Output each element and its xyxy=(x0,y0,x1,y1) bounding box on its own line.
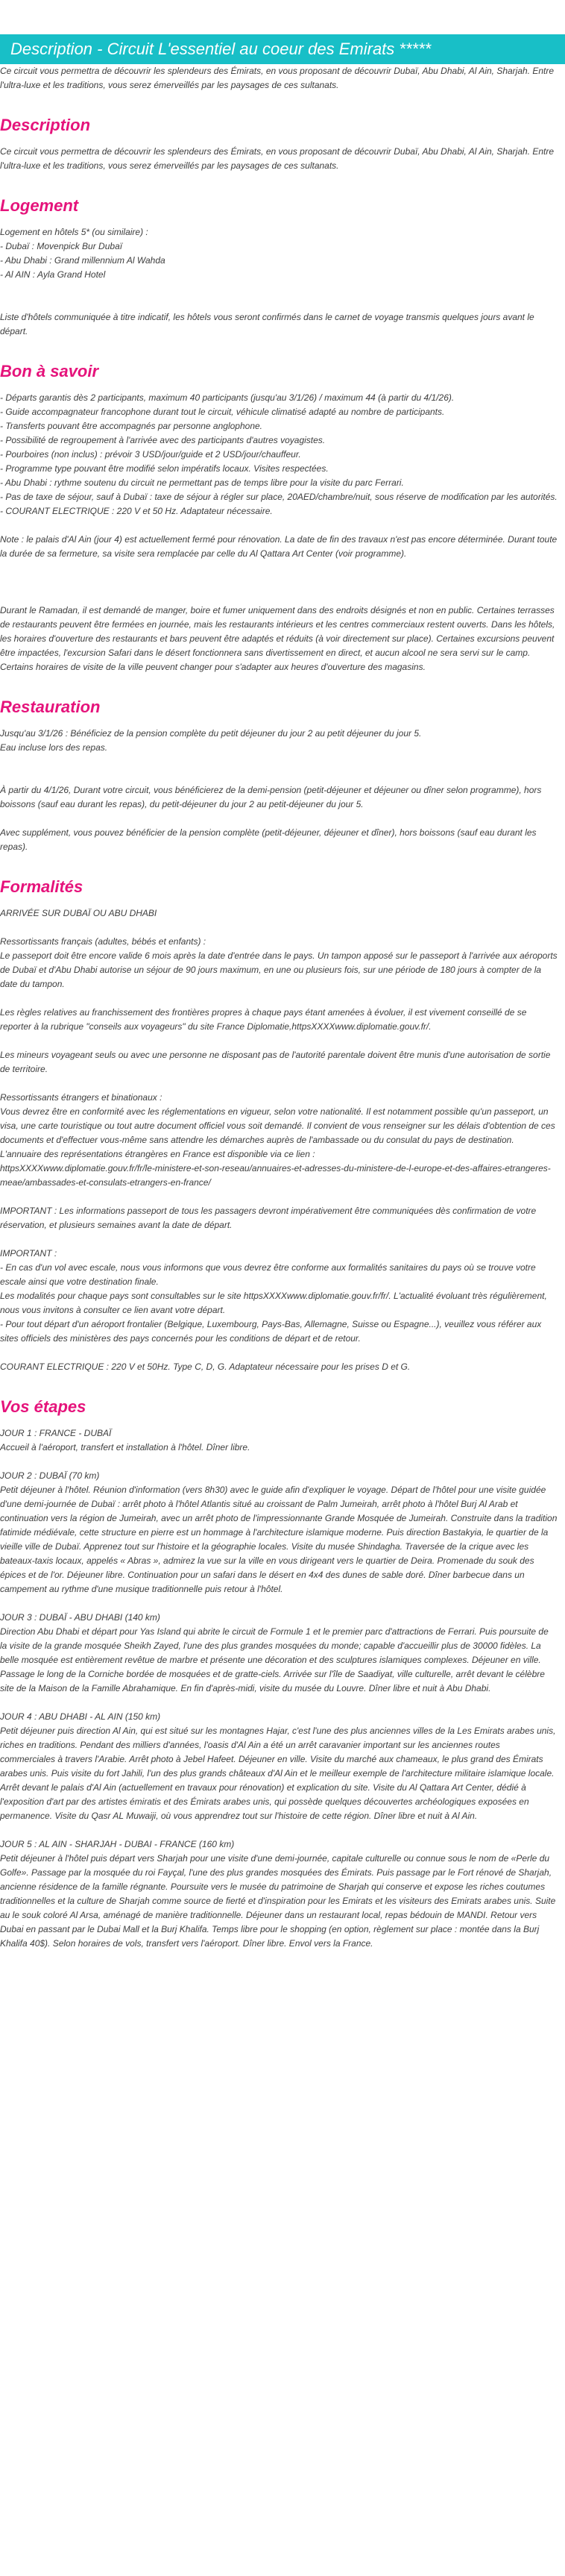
day-text: Petit déjeuner à l'hôtel. Réunion d'information (vers 8h30) avec le guide afin d'expliquer le voyage. Départ de l'hôtel pour une visite guidée d'une demi-journée de Dubaï : arrêt photo à l'hôtel Atlantis situé au croissant de Palm Jumeirah, arrêt photo à l'hôtel Burj Al Arab et continuation vers la région de Jumeirah, avec un arrêt photo de l'impressionnante Grande Mosquée de Jumeirah. Construite dans la tradition fatimide médiévale, cette structure en pierre est un hommage à l'architecture islamique moderne. Puis direction Bastakyia, le quartier de la vieille ville de Dubaï. Apprenez tout sur l'histoire et la géographie locales. Visite du musée Shindagha. Traversée de la crique avec les bateaux-taxis locaux, appelés « Abras », admirez la vue sur la ville en vous dirigeant vers le quartier de Deira. Promenade du souk des épices et de l'or. Déjeuner libre. Continuation pour un safari dans le désert en 4x4 des dunes de sable doré. Dîner barbecue dans un campement au rythme d'une musique traditionnelle puis retour à l'hôtel. xyxy=(0,1485,558,1594)
section-logement-heading: Logement xyxy=(0,196,79,215)
restauration-text: Avec supplément, vous pouvez bénéficier de la pension complète (petit-déjeuner, déjeuner et dîner), hors boissons (sauf eau durant les repas). xyxy=(0,827,537,852)
day-text: Petit déjeuner à l'hôtel puis départ vers Sharjah pour une visite d'une demi-journée, capitale culturelle ou connue sous le nom de «Perle du Golfe». Passage par la mosquée du roi Fayçal, l'une des plus grandes mosquées des Émirats. Puis passage par le Fort rénové de Sharjah, ancienne résidence de la famille régnante. Poursuite vers le musée du patrimoine de Sharjah qui conserve et expose les riches coutumes traditionnelles et la culture de Sharjah comme source de fierté et d'inspiration pour les Emirats et les visiteurs des Emirats arabes unis. Suite au le souk coloré Al Arsa, aménagé de manière traditionnelle. Déjeuner dans un restaurant local, repas bédouin de MANDI. Retour vers Dubai en passant par le Dubai Mall et la Burj Khalifa. Temps libre pour le shopping (en option, règlement sur place : montée dans la Burj Khalifa 40$). Selon horaires de vols, transfert vers l'aéroport. Dîner libre. Envol vers la France. xyxy=(0,1853,556,1949)
restauration-text: À partir du 4/1/26, Durant votre circuit, vous bénéficierez de la demi-pension (petit-déjeuner et déjeuner ou dîner selon programme), hors boissons (sauf eau durant les repas), du petit-déjeuner du jour 2 au petit-déjeuner du jour 5. xyxy=(0,785,542,809)
ramadan-note: Durant le Ramadan, il est demandé de manger, boire et fumer uniquement dans des endroits désignés et non en public. Certaines terrasses de restaurants peuvent être fermées en journée, mais les restaurants intérieurs et les centres commerciaux restent ouverts. Dans les hôtels, les horaires d'ouverture des restaurants et bars peuvent être adaptés et réduits (à voir directement sur place). Certaines excursions peuvent être impactées, l'excursion Safari dans le désert fonctionnera sans divertissement en direct, et aucun alcool ne sera servi sur le camp. Certains horaires de visite de la ville peuvent changer pour s'adapter aux heures d'ouverture des magasins. xyxy=(0,605,555,672)
day-title: JOUR 2 : DUBAÏ (70 km) xyxy=(0,1470,100,1481)
formalites-arrival: ARRIVÉE SUR DUBAÏ OU ABU DHABI xyxy=(0,908,157,918)
day-title: JOUR 3 : DUBAÏ - ABU DHABI (140 km) xyxy=(0,1612,160,1623)
logement-line: - Al AIN : Ayla Grand Hotel xyxy=(0,269,106,280)
section-description-heading: Description xyxy=(0,116,91,134)
formalites-important-line: Les modalités pour chaque pays sont consultables sur le site httpsXXXXwww.diplomatie.gouv.fr/fr/. L'actualité évoluant très régulièrement, nous vous invitons à consulter ce lien avant votre départ. xyxy=(0,1291,547,1315)
logement-note: Liste d'hôtels communiquée à titre indicatif, les hôtels vous seront confirmés dans le carnet de voyage transmis quelques jours avant le départ. xyxy=(0,312,534,336)
main-content xyxy=(0,64,565,1951)
formalites-rules: Les règles relatives au franchissement des frontières propres à chaque pays étant amenées à évoluer, il est vivement conseillé de se reporter à la rubrique "conseils aux voyageurs" du site France Diplomatie,httpsXXXXwww.diplomatie.gouv.fr/. xyxy=(0,1007,527,1032)
formalites-foreign-title: Ressortissants étrangers et binationaux : xyxy=(0,1092,162,1103)
formalites-important-line: - Pour tout départ d'un aéroport frontalier (Belgique, Luxembourg, Pays-Bas, Allemagne, Suisse ou Espagne...), veuillez vous référer aux sites officiels des ministères des pays concernés pour les conditions de départ et de retour. xyxy=(0,1319,542,1344)
description-text: Ce circuit vous permettra de découvrir les splendeurs des Émirats, en vous proposant de découvrir Dubaï, Abu Dhabi, Al Ain, Sharjah. Entre l'ultra-luxe et les traditions, vous serez émerveillés par les paysages de ces sultanats. xyxy=(0,146,555,171)
section-etapes-heading: Vos étapes xyxy=(0,1397,86,1416)
bon-a-savoir-line: - Guide accompagnateur francophone durant tout le circuit, véhicule climatisé adapté au nombre de participants. xyxy=(0,407,445,417)
day-title: JOUR 4 : ABU DHABI - AL AIN (150 km) xyxy=(0,1711,161,1722)
banner-title: Description - Circuit L'essentiel au coeur des Emirats ***** xyxy=(10,40,432,58)
bon-a-savoir-line: - Départs garantis dès 2 participants, maximum 40 participants (jusqu'au 3/1/26) / maximum 44 (à partir du 4/1/26). xyxy=(0,392,455,403)
section-restauration-heading: Restauration xyxy=(0,698,101,716)
formalites-directory: L'annuaire des représentations étrangères en France est disponible via ce lien : xyxy=(0,1149,315,1159)
formalites-current: COURANT ELECTRIQUE : 220 V et 50Hz. Type C, D, G. Adaptateur nécessaire pour les prises D et G. xyxy=(0,1361,411,1372)
bon-a-savoir-note: Note : le palais d'Al Ain (jour 4) est actuellement fermé pour rénovation. La date de fin des travaux n'est pas encore déterminée. Durant toute la durée de sa fermeture, sa visite sera remplacée par celle du Al Qattara Art Center (voir programme). xyxy=(0,534,558,559)
formalites-minors: Les mineurs voyageant seuls ou avec une personne ne disposant pas de l'autorité parentale doivent être munis d'une autorisation de sortie de territoire. xyxy=(0,1050,551,1074)
formalites-foreign-text: Vous devrez être en conformité avec les réglementations en vigueur, selon votre nationalité. Il est notamment possible qu'un passeport, un visa, une carte touristique ou tout autre document officiel vous soit demandé. Il convient de vous renseigner sur les délais d'obtention de ces documents et d'effectuer vous-même sans attendre les démarches auprès de l'ambassade ou du consulat du pays de destination. xyxy=(0,1106,555,1145)
formalites-important: IMPORTANT : Les informations passeport de tous les passagers devront impérativement être communiquées dès confirmation de votre réservation, et plusieurs semaines avant la date de départ. xyxy=(0,1206,537,1230)
restauration-text: Eau incluse lors des repas. xyxy=(0,742,108,753)
day-title: JOUR 5 : AL AIN - SHARJAH - DUBAI - FRANCE (160 km) xyxy=(0,1839,235,1849)
restauration-text: Jusqu'au 3/1/26 : Bénéficiez de la pension complète du petit déjeuner du jour 2 au petit déjeuner du jour 5. xyxy=(0,728,422,739)
intro-text: Ce circuit vous permettra de découvrir les splendeurs des Émirats, en vous proposant de découvrir Dubaï, Abu Dhabi, Al Ain, Sharjah. Entre l'ultra-luxe et les traditions, vous serez émerveillés par les paysages de ces sultanats. xyxy=(0,66,555,90)
formalites-directory-link: httpsXXXXwww.diplomatie.gouv.fr/fr/le-ministere-et-son-reseau/annuaires-et-adresses-du-ministere-de-l-europe-et-des-affaires-etrangeres-meae/ambassades-et-consulats-etrangers-en-france/ xyxy=(0,1163,551,1188)
bon-a-savoir-line: - Pourboires (non inclus) : prévoir 3 USD/jour/guide et 2 USD/jour/chauffeur. xyxy=(0,449,301,460)
day-text: Direction Abu Dhabi et départ pour Yas Island qui abrite le circuit de Formule 1 et le premier parc d'attractions de Ferrari. Puis poursuite de la visite de la grande mosquée Sheikh Zayed, l'une des plus grandes mosquées du monde; capable d'accueillir plus de 30000 fidèles. La belle mosquée est entièrement revêtue de marbre et présente une décoration et des sculptures islamiques complexes. Déjeuner en ville. Passage le long de la Corniche bordée de mosquées et de gratte-ciels. Arrivée sur l'île de Saadiyat, ville culturelle, arrêt devant le célèbre site de la Maison de la Famille Abrahamique. En fin d'après-midi, visite du musée du Louvre. Dîner libre et nuit à Abu Dhabi. xyxy=(0,1626,549,1693)
logement-line: Logement en hôtels 5* (ou similaire) : xyxy=(0,227,148,237)
page xyxy=(0,34,565,1951)
section-bon-a-savoir-heading: Bon à savoir xyxy=(0,362,99,380)
formalites-important-line: - En cas d'un vol avec escale, nous vous informons que vous devrez être conforme aux formalités sanitaires du pays où se trouve votre escale ainsi que votre destination finale. xyxy=(0,1262,536,1287)
formalites-fr-text: Le passeport doit être encore valide 6 mois après la date d'entrée dans le pays. Un tampon apposé sur le passeport à l'arrivée aux aéroports de Dubaï et d'Abu Dhabi autorise un séjour de 90 jours maximum, en une ou plusieurs fois, sur une période de 180 jours à compter de la date du tampon. xyxy=(0,950,558,989)
bon-a-savoir-line: - Transferts pouvant être accompagnés par personne anglophone. xyxy=(0,421,262,431)
bon-a-savoir-line: - COURANT ELECTRIQUE : 220 V et 50 Hz. Adaptateur nécessaire. xyxy=(0,506,273,516)
day-text: Accueil à l'aéroport, transfert et installation à l'hôtel. Dîner libre. xyxy=(0,1442,250,1452)
bon-a-savoir-line: - Possibilité de regroupement à l'arrivée avec des participants d'autres voyagistes. xyxy=(0,435,326,445)
bon-a-savoir-line: - Abu Dhabi : rythme soutenu du circuit ne permettant pas de temps libre pour la visite du parc Ferrari. xyxy=(0,477,404,488)
bon-a-savoir-line: - Programme type pouvant être modifié selon impératifs locaux. Visites respectées. xyxy=(0,463,329,474)
logement-line: - Dubaï : Movenpick Bur Dubaï xyxy=(0,241,123,251)
formalites-fr-title: Ressortissants français (adultes, bébés et enfants) : xyxy=(0,936,206,947)
formalites-important-title: IMPORTANT : xyxy=(0,1248,57,1259)
page-banner xyxy=(0,34,565,64)
day-title: JOUR 1 : FRANCE - DUBAÏ xyxy=(0,1428,112,1438)
bon-a-savoir-line: - Pas de taxe de séjour, sauf à Dubaï : taxe de séjour à régler sur place, 20AED/chambre/nuit, sous réserve de modification par les autorités. xyxy=(0,492,558,502)
day-text: Petit déjeuner puis direction Al Ain, qui est situé sur les montagnes Hajar, c'est l'une des plus anciennes villes de la Les Emirats arabes unis, riches en traditions. Pendant des milliers d'années, l'oasis d'Al Ain a été un arrêt caravanier important sur les anciennes routes commerciales à travers l'Arabie. Arrêt photo à Jebel Hafeet. Déjeuner en ville. Visite du marché aux chameaux, le plus grand des Émirats arabes unis. Puis visite du fort Jahili, l'un des plus grands châteaux d'Al Ain et le meilleur exemple de l'architecture militaire islamique locale. Arrêt devant le palais d'Al Ain (actuellement en travaux pour rénovation) et explication du site. Visite du Al Qattara Art Center, dédié à l'exposition d'art par des artistes émiratis et des Émirats arabes unis, qui possède quelques découvertes archéologiques exposées en permanence. Visite du Qasr AL Muwaiji, où vous apprendrez tout sur l'histoire de cette région. Dîner libre et nuit à Al Ain. xyxy=(0,1726,556,1821)
section-formalites-heading: Formalités xyxy=(0,877,83,896)
logement-line: - Abu Dhabi : Grand millennium Al Wahda xyxy=(0,255,165,266)
